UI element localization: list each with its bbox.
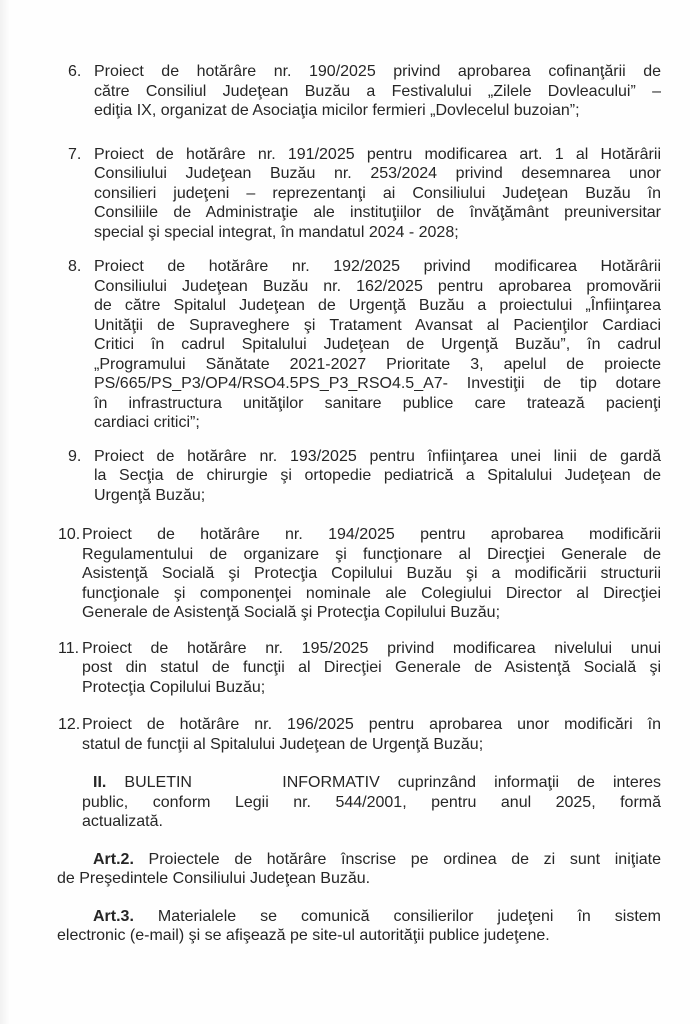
text-line xyxy=(57,850,661,870)
item-number: 7. xyxy=(68,145,82,163)
item-text xyxy=(82,715,661,754)
text-line: Consiliile de Administraţie ale instituţiilor de învăţământ preuniversitar xyxy=(94,204,661,221)
text-line xyxy=(82,773,661,793)
text-line: Proiect de hotărâre nr. 196/2025 pentru aprobarea unor modificări în xyxy=(82,716,661,733)
text-line: post din statul de funcţii al Direcţiei Generale de Asistenţă Socială şi xyxy=(82,659,661,676)
text-line: Critici în cadrul Spitalului Judeţean de Urgenţă Buzău”, în cadrul xyxy=(94,336,661,353)
item-number: 8. xyxy=(68,258,82,275)
agenda-item-8 xyxy=(68,257,661,433)
agenda-item-9 xyxy=(68,447,661,506)
text-line: Proiect de hotărâre nr. 193/2025 pentru înfiinţarea unei linii de gardă xyxy=(94,447,661,465)
text-line: la Secţia de chirurgie şi ortopedie pediatrică a Spitalului Judeţean de xyxy=(94,467,661,484)
text-line: public, conform Legii nr. 544/2001, pentru anul 2025, formă xyxy=(82,793,661,811)
agenda-list xyxy=(57,62,661,754)
text-line xyxy=(57,907,661,927)
text-line: Consiliului Judeţean Buzău nr. 253/2024 privind desemnarea unor xyxy=(94,165,661,182)
text-line: Unităţii de Supraveghere şi Tratament Avansat al Pacienţilor Cardiaci xyxy=(94,316,661,334)
paragraph-text: BULETIN INFORMATIV cuprinzând informaţii de interes xyxy=(124,774,661,791)
text-line: ediţia IX, organizat de Asociaţia micilor fermieri „Dovlecelul buzoian”; xyxy=(94,102,580,119)
text-line: Generale de Asistenţă Socială şi Protecţia Copilului Buzău; xyxy=(82,604,501,621)
agenda-item-12 xyxy=(58,715,661,754)
text-line: de Preşedintele Consiliului Judeţean Buzău. xyxy=(57,870,371,887)
paragraph-text: Materialele se comunică consilierilor judeţeni în sistem xyxy=(157,907,661,925)
text-line: „Programului Sănătate 2021-2027 Prioritate 3, apelul de proiecte xyxy=(94,355,661,373)
text-line: Proiect de hotărâre nr. 192/2025 privind modificarea Hotărârii xyxy=(94,258,661,275)
item-number: 12. xyxy=(58,716,81,733)
paragraph-art3 xyxy=(57,907,661,946)
item-text xyxy=(94,62,661,121)
text-line: special şi special integrat, în mandatul 2024 - 2028; xyxy=(94,223,459,241)
item-text xyxy=(94,145,661,243)
agenda-item-11 xyxy=(58,639,661,698)
text-line: cardiaci critici”; xyxy=(94,414,200,431)
document-paragraphs xyxy=(57,773,661,946)
agenda-item-7 xyxy=(68,145,661,243)
paragraph-text: Proiectele de hotărâre înscrise pe ordinea de zi sunt iniţiate xyxy=(148,850,661,868)
text-line: Asistenţă Socială şi Protecţia Copilului Buzău şi a modificării structurii xyxy=(82,565,661,582)
text-line: electronic (e-mail) şi se afişează pe site-ul autorităţii publice judeţene. xyxy=(57,927,550,944)
text-line: în infrastructura unităţilor sanitare publice care tratează pacienţi xyxy=(94,394,661,412)
text-line: de către Spitalul Judeţean de Urgenţă Buzău a proiectului „Înfiinţarea xyxy=(94,297,661,314)
text-line: Urgenţă Buzău; xyxy=(94,486,206,504)
item-text xyxy=(82,639,661,698)
paragraph-lead: Art.2. xyxy=(93,850,134,868)
text-line: Proiect de hotărâre nr. 190/2025 privind aprobarea cofinanţării de xyxy=(94,63,661,80)
text-line: actualizată. xyxy=(82,813,163,830)
item-text xyxy=(94,447,661,506)
text-line: către Consiliul Judeţean Buzău a Festivalului „Zilele Dovleacului” – xyxy=(94,82,661,100)
text-line: consilieri judeţeni – reprezentanţi ai Consiliului Judeţean Buzău în xyxy=(94,184,661,202)
text-line: Proiect de hotărâre nr. 195/2025 privind modificarea nivelului unui xyxy=(82,639,661,657)
text-line: funcţionale şi componenţei nominale ale Colegiului Director al Direcţiei xyxy=(82,584,661,602)
paragraph-ii xyxy=(82,773,661,832)
item-number: 10. xyxy=(58,526,81,543)
text-line: PS/665/PS_P3/OP4/RSO4.5PS_P3_RSO4.5_A7- Investiţii de tip dotare xyxy=(94,375,661,392)
text-line: Consiliului Judeţean Buzău nr. 162/2025 pentru aprobarea promovării xyxy=(94,277,661,295)
text-line: Proiect de hotărâre nr. 194/2025 pentru aprobarea modificării xyxy=(82,526,661,543)
text-line: statul de funcţii al Spitalului Judeţean de Urgenţă Buzău; xyxy=(82,735,484,753)
paragraph-lead: II. xyxy=(93,774,107,791)
text-line: Regulamentului de organizare şi funcţionare al Direcţiei Generale de xyxy=(82,545,661,563)
agenda-item-10 xyxy=(58,525,661,623)
agenda-item-6 xyxy=(68,62,661,121)
item-number: 9. xyxy=(68,447,82,465)
item-number: 11. xyxy=(58,639,80,657)
item-text xyxy=(94,257,661,433)
paragraph-lead: Art.3. xyxy=(93,907,134,925)
text-line: Protecţia Copilului Buzău; xyxy=(82,678,266,696)
item-text xyxy=(82,525,661,623)
paragraph-art2 xyxy=(57,850,661,889)
item-number: 6. xyxy=(68,63,82,80)
text-line: Proiect de hotărâre nr. 191/2025 pentru modificarea art. 1 al Hotărârii xyxy=(94,145,661,163)
